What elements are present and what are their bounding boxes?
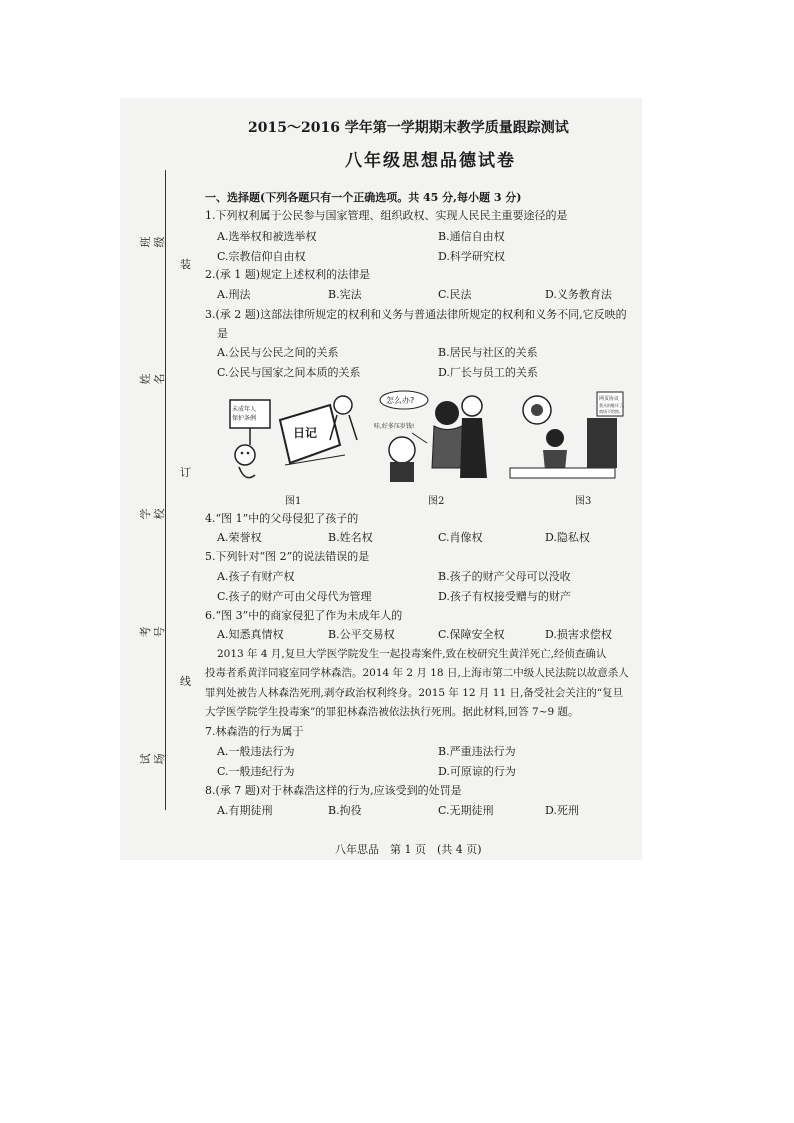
field-school-label: 学校 <box>139 508 166 520</box>
option: A.知悉真情权 <box>217 628 284 641</box>
question-stem: 2.(承 1 题)规定上述权利的法律是 <box>205 268 371 281</box>
field-room-label: 试场 <box>139 753 166 765</box>
question-stem-cont: 是 <box>217 327 228 340</box>
option: B.公平交易权 <box>328 628 395 641</box>
option: B.通信自由权 <box>438 230 505 243</box>
option: B.姓名权 <box>328 531 373 544</box>
cut-mark-xian: 线 <box>180 675 191 688</box>
option: D.孩子有权接受赠与的财产 <box>438 590 571 603</box>
option: C.无期徒刑 <box>438 804 494 817</box>
figure-1-sign-text: 未成年人 <box>232 406 257 413</box>
section-heading: 一、选择题(下列各题只有一个正确选项。共 45 分,每小题 3 分) <box>205 191 522 204</box>
svg-text:我买的鞋坏了,: 我买的鞋坏了, <box>599 403 625 408</box>
option: D.死刑 <box>545 804 579 817</box>
exam-title: 2015～2016 学年第一学期期末教学质量跟踪测试 <box>248 120 569 136</box>
figure-1-cartoon <box>225 385 365 485</box>
option: C.民法 <box>438 288 472 301</box>
option: A.刑法 <box>217 288 251 301</box>
figure-2-bubble-text: 怎么办? <box>386 396 415 405</box>
option: D.可原谅的行为 <box>438 765 516 778</box>
field-id-label: 考号 <box>139 626 166 638</box>
figure-3-cartoon <box>505 388 625 486</box>
figure-3-note-text: 网页协议 <box>599 396 620 402</box>
question-stem: 1.下列权利属于公民参与国家管理、组织政权、实现人民民主重要途径的是 <box>205 209 568 222</box>
cut-mark-ding: 订 <box>180 466 191 479</box>
option: C.孩子的财产可由父母代为管理 <box>217 590 372 603</box>
question-stem: 5.下列针对“图 2”的说法错误的是 <box>205 550 370 563</box>
option: B.居民与社区的关系 <box>438 346 538 359</box>
question-stem: 7.林森浩的行为属于 <box>205 725 304 738</box>
option: B.宪法 <box>328 288 362 301</box>
figure-1-diary-text: 日记 <box>293 426 318 440</box>
passage-line: 大学医学院学生投毒案”的罪犯林森浩被依法执行死刑。据此材料,回答 7~9 题。 <box>205 706 579 718</box>
option: C.宗教信仰自由权 <box>217 250 306 263</box>
option: B.严重违法行为 <box>438 745 516 758</box>
passage-line: 罪判处被告人林森浩死刑,剥夺政治权利终身。2015 年 12 月 11 日,备受社会关注的“复旦 <box>205 687 624 699</box>
passage-line: 投毒者系黄洋同寝室同学林森浩。2014 年 2 月 18 日,上海市第二中级人民法院以故意杀人 <box>205 667 629 679</box>
option: C.一般违纪行为 <box>217 765 295 778</box>
page-footer: 八年思品 第 1 页 (共 4 页) <box>335 843 482 856</box>
option: D.科学研究权 <box>438 250 505 263</box>
option: C.公民与国家之间本质的关系 <box>217 366 361 379</box>
svg-text:保护条例: 保护条例 <box>232 415 257 422</box>
option: D.隐私权 <box>545 531 590 544</box>
option: D.厂长与员工的关系 <box>438 366 538 379</box>
svg-text:哇,好多压岁钱!: 哇,好多压岁钱! <box>374 423 415 430</box>
figure-2-cartoon <box>372 388 497 486</box>
figure-1-caption: 图1 <box>285 496 302 507</box>
option: B.孩子的财产父母可以没收 <box>438 570 571 583</box>
option: C.保障安全权 <box>438 628 505 641</box>
cut-mark-zhuang: 装 <box>180 258 191 271</box>
option: D.损害求偿权 <box>545 628 612 641</box>
option: A.荣誉权 <box>217 531 262 544</box>
option: B.拘役 <box>328 804 362 817</box>
figure-2-caption: 图2 <box>428 496 445 507</box>
binding-line <box>165 170 166 810</box>
field-class-label: 班级 <box>139 236 166 248</box>
question-stem: 6.“图 3”中的商家侵犯了作为未成年人的 <box>205 609 403 622</box>
option: A.一般违法行为 <box>217 745 295 758</box>
figure-3-caption: 图3 <box>575 496 592 507</box>
passage-line: 2013 年 4 月,复旦大学医学院发生一起投毒案件,致在校研究生黄洋死亡,经侦查确认 <box>217 648 607 660</box>
option: A.孩子有财产权 <box>217 570 295 583</box>
option: A.公民与公民之间的关系 <box>217 346 339 359</box>
question-stem: 8.(承 7 题)对于林森浩这样的行为,应该受到的处罚是 <box>205 784 462 797</box>
option: A.有期徒刑 <box>217 804 273 817</box>
option: D.义务教育法 <box>545 288 612 301</box>
question-stem: 3.(承 2 题)这部法律所规定的权利和义务与普通法律所规定的权利和义务不同,它反映的 <box>205 308 627 321</box>
svg-text:商场不给换。: 商场不给换。 <box>599 409 623 414</box>
exam-subtitle: 八年级思想品德试卷 <box>345 151 516 171</box>
question-stem: 4.“图 1”中的父母侵犯了孩子的 <box>205 512 359 525</box>
field-name-label: 姓名 <box>139 373 166 385</box>
option: A.选举权和被选举权 <box>217 230 317 243</box>
option: C.肖像权 <box>438 531 483 544</box>
